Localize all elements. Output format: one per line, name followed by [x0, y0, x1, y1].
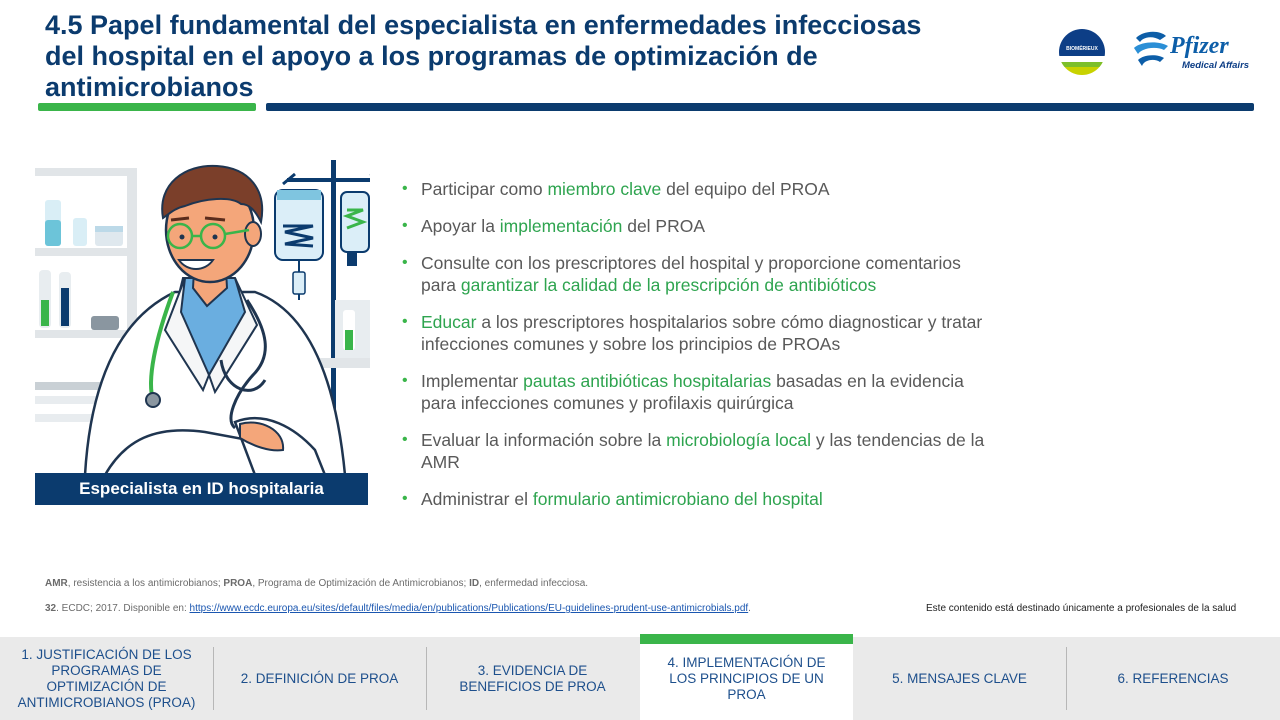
- nav-tab-definicion[interactable]: 2. DEFINICIÓN DE PROA: [240, 670, 399, 686]
- abbr-def: , Programa de Optimización de Antimicrobianos;: [252, 578, 470, 589]
- abbreviations-footnote: [45, 578, 588, 589]
- abbr-term: ID: [469, 578, 480, 589]
- abbr-def: , enfermedad infecciosa.: [479, 578, 589, 589]
- pfizer-logo-text: Pfizer: [1170, 33, 1229, 59]
- biomerieux-logo: [1058, 28, 1106, 76]
- bullet-text: Evaluar la información sobre la: [421, 430, 667, 450]
- abbr-def: , resistencia a los antimicrobianos;: [67, 578, 224, 589]
- nav-tab-justificacion[interactable]: 1. JUSTIFICACIÓN DE LOS PROGRAMAS DE OPTIMIZACIÓN DE ANTIMICROBIANOS (PROA): [17, 646, 196, 710]
- abbr-term: AMR: [45, 578, 68, 589]
- bullet-highlight: formulario antimicrobiano del hospital: [532, 489, 823, 509]
- bullet-icon: •: [402, 372, 408, 389]
- bullet-text: Apoyar la: [421, 216, 500, 236]
- bullet-text: del equipo del PROA: [661, 179, 830, 199]
- bullet-item: [402, 215, 992, 237]
- doctor-illustration: [35, 160, 370, 475]
- nav-tab-mensajes-clave[interactable]: 5. MENSAJES CLAVE: [892, 670, 1027, 686]
- biomerieux-logo-text: BIOMÉRIEUX: [1066, 46, 1098, 52]
- bullet-icon: •: [402, 431, 408, 448]
- bullet-highlight: microbiología local: [666, 430, 812, 450]
- bullet-highlight: Educar: [421, 312, 477, 332]
- reference-footnote: [45, 603, 751, 614]
- bullet-text: a los prescriptores hospitalarios sobre cómo diagnosticar y tratar infecciones comunes y sobre los principios de PROAs: [421, 312, 983, 354]
- bullet-icon: •: [402, 217, 408, 234]
- bullet-icon: •: [402, 254, 408, 271]
- bullet-highlight: miembro clave: [547, 179, 662, 199]
- reference-text: . ECDC; 2017. Disponible en:: [56, 603, 190, 614]
- bullet-item: [402, 370, 992, 414]
- reference-number: 32: [45, 603, 57, 614]
- bullet-text: Implementar: [421, 371, 524, 391]
- bullet-highlight: implementación: [499, 216, 623, 236]
- nav-tab-implementacion[interactable]: 4. IMPLEMENTACIÓN DE LOS PRINCIPIOS DE UN PROA: [640, 637, 853, 720]
- abbr-term: PROA: [223, 578, 253, 589]
- bullet-item: [402, 252, 992, 296]
- hcp-disclaimer: Este contenido está destinado únicamente a profesionales de la salud: [926, 603, 1237, 614]
- title-line-1: 4.5 Papel fundamental del especialista en enfermedades infecciosas: [45, 10, 922, 40]
- pfizer-logo: [1130, 28, 1256, 76]
- bullet-item: [402, 429, 992, 473]
- nav-tab-evidencia[interactable]: 3. EVIDENCIA DE BENEFICIOS DE PROA: [459, 662, 606, 694]
- title-underline-green: [38, 103, 256, 111]
- reference-end: .: [748, 603, 751, 614]
- bullet-text: Administrar el: [421, 489, 533, 509]
- bullet-icon: •: [402, 490, 408, 507]
- bullet-text: y las tendencias de la AMR: [421, 430, 985, 472]
- illustration-caption: Especialista en ID hospitalaria: [35, 473, 368, 505]
- page-title: [45, 10, 1035, 103]
- bullet-text: basadas en la evidencia para infecciones comunes y profilaxis quirúrgica: [421, 371, 964, 413]
- title-line-3: antimicrobianos: [45, 72, 254, 102]
- nav-active-indicator: [640, 634, 853, 644]
- bullet-item: [402, 311, 992, 355]
- bullet-item: [402, 488, 992, 510]
- bullet-icon: •: [402, 313, 408, 330]
- bullet-text: Consulte con los prescriptores del hospital y proporcione comentarios para: [421, 253, 961, 295]
- bullet-text: Participar como: [421, 179, 548, 199]
- bullet-text: del PROA: [622, 216, 706, 236]
- reference-link[interactable]: https://www.ecdc.europa.eu/sites/default/files/media/en/publications/Publications/EU-guidelines-prudent-use-antimicrobials.pdf: [189, 603, 749, 614]
- nav-tab-referencias[interactable]: 6. REFERENCIAS: [1117, 670, 1229, 686]
- pfizer-logo-subtext: Medical Affairs: [1182, 60, 1250, 71]
- title-line-2: del hospital en el apoyo a los programas de optimización de: [45, 41, 818, 71]
- bullet-icon: •: [402, 180, 408, 197]
- bullet-highlight: pautas antibióticas hospitalarias: [523, 371, 772, 391]
- role-bullet-list: [402, 178, 992, 525]
- bullet-highlight: garantizar la calidad de la prescripción de antibióticos: [460, 275, 877, 295]
- bullet-item: [402, 178, 992, 200]
- title-underline-blue: [266, 103, 1254, 111]
- section-navigation: [0, 637, 1280, 720]
